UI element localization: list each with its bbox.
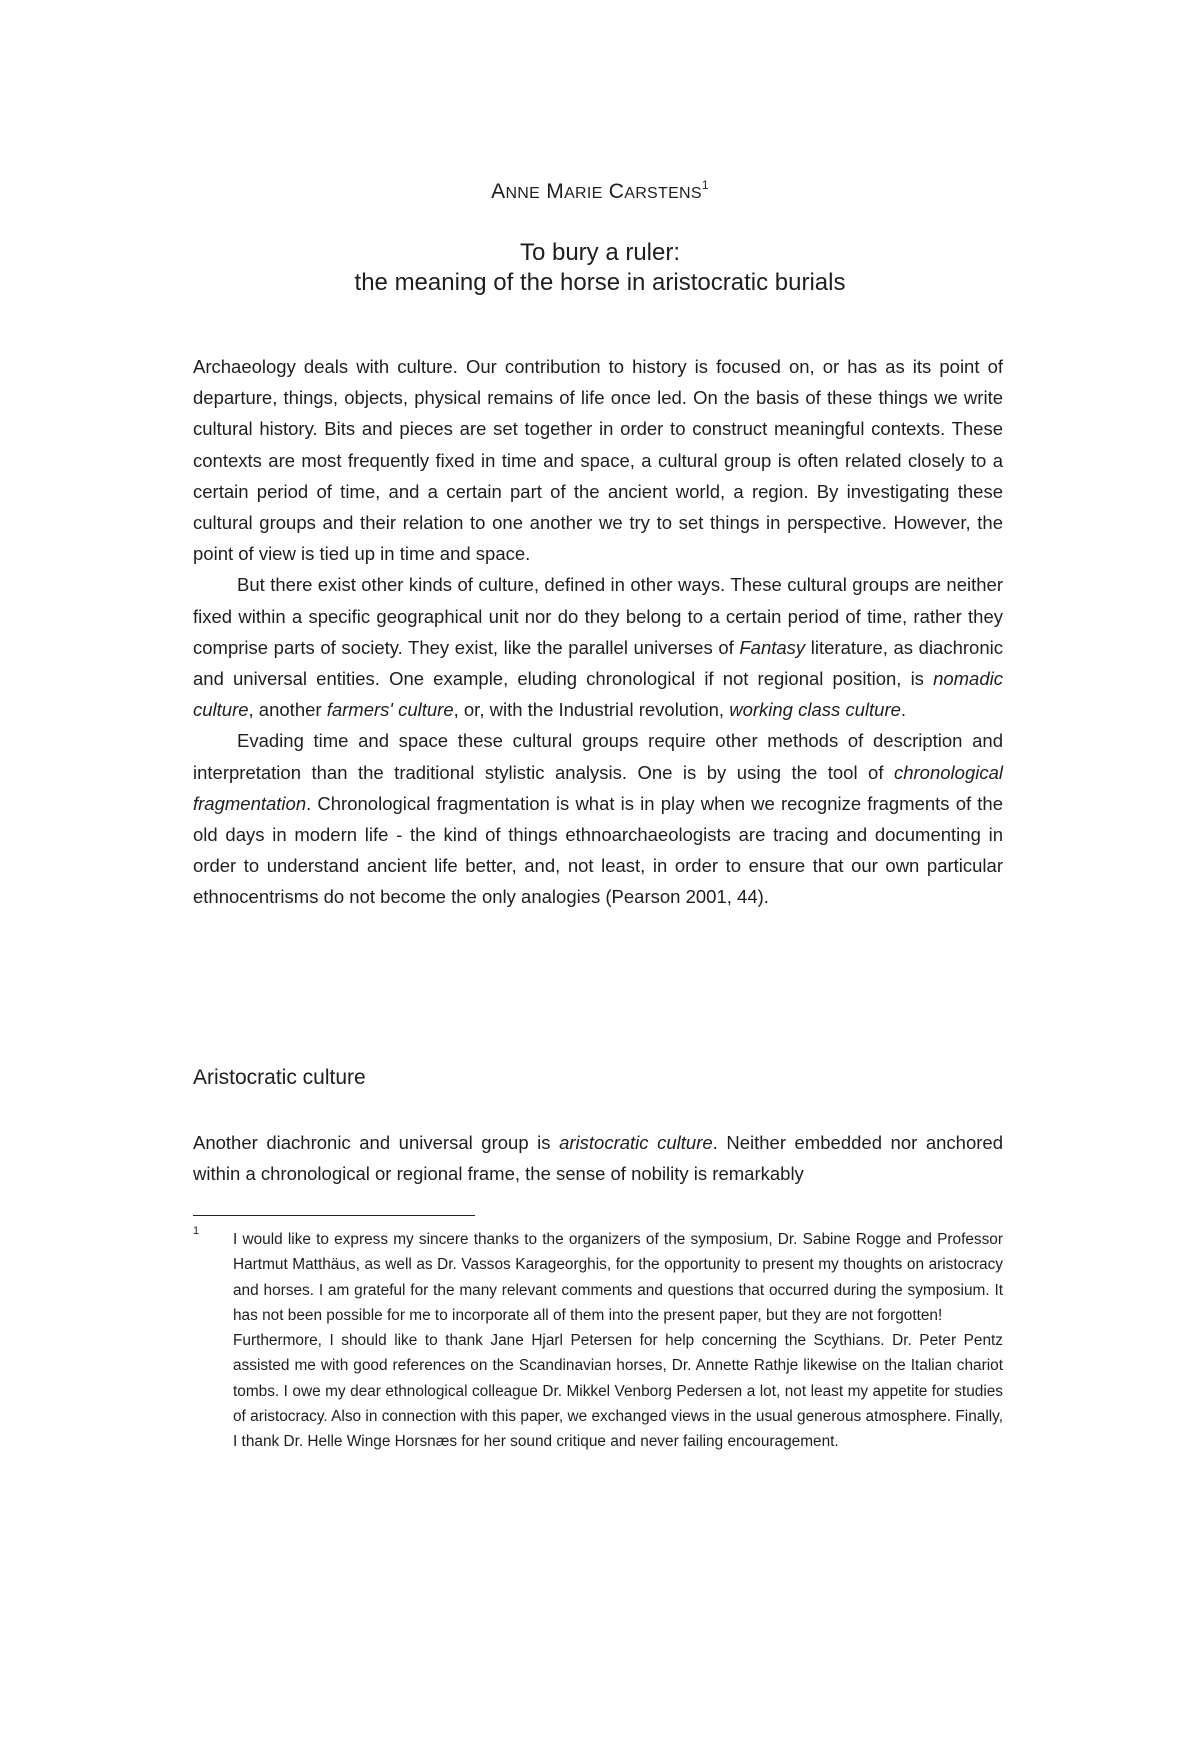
italic-term-aristocratic: aristocratic culture <box>559 1132 713 1153</box>
italic-term-chrono-fragmentation: chronological fragmentation <box>193 761 1003 814</box>
text-run: literature, as diachronic and universal entities. One example, eluding chronological if not regional position, is <box>193 636 1003 690</box>
text-run: , another <box>248 699 327 721</box>
footnote <box>193 1227 1003 1455</box>
italic-term-fantasy: Fantasy <box>739 636 806 658</box>
text-run: , or, with the Industrial revolution, <box>453 699 730 721</box>
italic-term-nomadic: nomadic culture <box>193 668 1003 721</box>
footnote-text <box>233 1227 1003 1455</box>
title-line-2: the meaning of the horse in aristocratic burials <box>354 269 846 296</box>
text-run: Another diachronic and universal group is <box>193 1132 560 1153</box>
author-name <box>0 178 1200 204</box>
text-run: . Neither embedded nor anchored within a chronological or regional frame, the sense of nobility is remarkably <box>193 1132 1003 1185</box>
footnote-divider <box>193 1215 475 1216</box>
intro-paragraph-3 <box>193 725 1003 912</box>
intro-paragraph-2 <box>193 569 1003 725</box>
footnote-paragraph-1: I would like to express my sincere thanks to the organizers of the symposium, Dr. Sabine Rogge and Professor Hartmut Matthäus, as well as Dr. Vassos Karageorghis, for the opportunity to present my thoughts on aristocracy and horses. I am grateful for the many relevant comments and questions that occurred during the symposium. It has not been possible for me to incorporate all of them into the present paper, but they are not forgotten! <box>233 1231 1003 1324</box>
footnote-mark: 1 <box>193 1225 200 1237</box>
author-last-rest: ARSTENS <box>624 185 702 202</box>
footnote-paragraph-2: Furthermore, I should like to thank Jane Hjarl Petersen for help concerning the Scythians. Dr. Peter Pentz assisted me with good references on the Scandinavian horses, Dr. Annette Rathje likewise on the Italian chariot tombs. I owe my dear ethnological colleague Dr. Mikkel Venborg Pedersen a lot, not least my appetite for studies of aristocracy. Also in connection with this paper, we exchanged views in the usual generous atmosphere. Finally, I thank Dr. Helle Winge Horsnæs for her sound critique and never failing encouragement. <box>233 1332 1003 1451</box>
text-run: Evading time and space these cultural groups require other methods of description and interpretation than the traditional stylistic analysis. One is by using the tool of <box>193 730 1003 783</box>
author-middle-initial: M <box>546 180 565 203</box>
author-last-initial: C <box>608 180 625 203</box>
section-paragraph-1 <box>193 1127 1003 1189</box>
author-first-rest: NNE <box>505 185 541 202</box>
italic-term-farmers: farmers' culture <box>326 699 454 721</box>
text-run: But there exist other kinds of culture, defined in other ways. These cultural groups are neither fixed within a specific geographical unit nor do they belong to a certain period of time, rather they comprise parts of society. They exist, like the parallel universes of <box>193 574 1003 658</box>
intro-paragraph-1: Archaeology deals with culture. Our contribution to history is focused on, or has as its point of departure, things, objects, physical remains of life once led. On the basis of these things we write cultural history. Bits and pieces are set together in order to construct meaningful contexts. These contexts are most frequently fixed in time and space, a cultural group is often related closely to a certain period of time, and a certain part of the ancient world, a region. By investigating these cultural groups and their relation to one another we try to set things in perspective. However, the point of view is tied up in time and space. <box>193 356 1003 565</box>
italic-term-working-class: working class culture <box>729 699 901 721</box>
author-first-initial: A <box>491 180 506 203</box>
author-middle-rest: ARIE <box>564 185 603 202</box>
author-footnote-mark: 1 <box>701 178 709 192</box>
text-run: . Chronological fragmentation is what is in play when we recognize fragments of the old days in modern life - the kind of things ethnoarchaeologists are tracing and documenting in order to understand ancient life better, and, not least, in order to ensure that our own particular ethnocentrisms do not become the only analogies (Pearson 2001, 44). <box>193 792 1003 908</box>
intro-body <box>193 351 1003 913</box>
section-body <box>193 1127 1003 1189</box>
text-run: . <box>900 699 907 721</box>
section-heading: Aristocratic culture <box>193 1066 366 1089</box>
paper-title <box>0 238 1200 298</box>
title-line-1: To bury a ruler: <box>519 239 681 266</box>
